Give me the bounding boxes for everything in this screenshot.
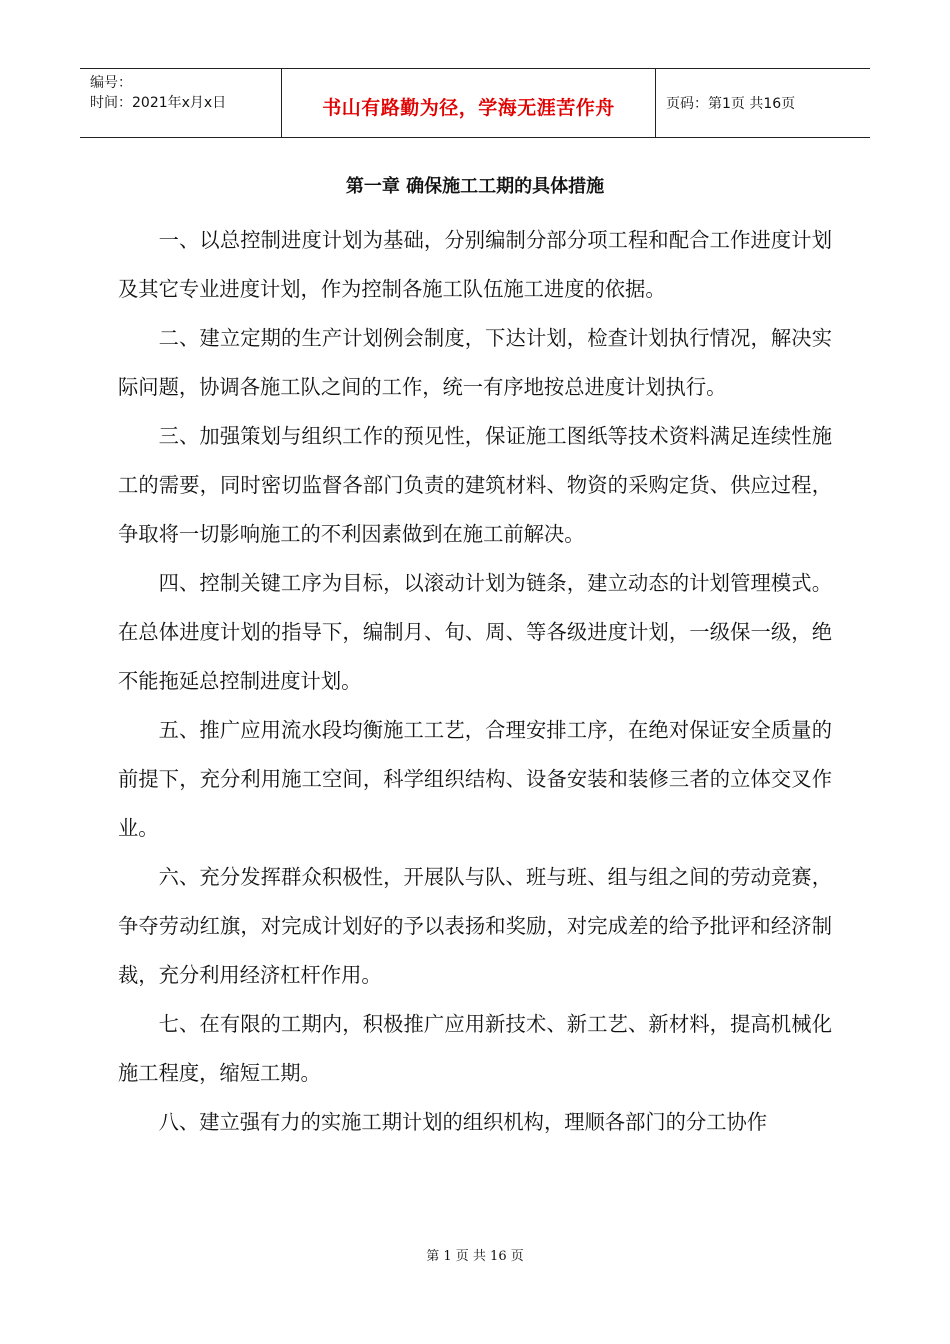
paragraph-1: 一、以总控制进度计划为基础，分别编制分部分项工程和配合工作进度计划及其它专业进度计划，作为控制各施工队伍施工进度的依据。 (118, 228, 832, 301)
paragraph-6: 六、充分发挥群众积极性，开展队与队、班与班、组与组之间的劳动竞赛，争夺劳动红旗，对完成计划好的予以表扬和奖励，对完成差的给予批评和经济制裁，充分利用经济杠杆作用。 (118, 865, 832, 987)
header-motto-cell (282, 69, 656, 137)
paragraph-8: 八、建立强有力的实施工期计划的组织机构，理顺各部门的分工协作 (158, 1110, 768, 1134)
chapter-title: 第一章 确保施工工期的具体措施 (345, 176, 605, 197)
paragraph-4: 四、控制关键工序为目标，以滚动计划为链条，建立动态的计划管理模式。在总体进度计划的指导下，编制月、旬、周、等各级进度计划，一级保一级，绝不能拖延总控制进度计划。 (118, 571, 832, 693)
header-meta (80, 69, 282, 137)
paragraph-7: 七、在有限的工期内，积极推广应用新技术、新工艺、新材料，提高机械化施工程度，缩短工期。 (118, 1012, 832, 1085)
paragraph-3: 三、加强策划与组织工作的预见性，保证施工图纸等技术资料满足连续性施工的需要，同时密切监督各部门负责的建筑材料、物资的采购定货、供应过程，争取将一切影响施工的不利因素做到在施工前解决。 (118, 424, 832, 546)
time-label: 时间：2021年x月x日 (90, 95, 227, 111)
document-body (118, 216, 832, 1147)
number-label: 编号： (90, 75, 132, 91)
page-footer: 第 1 页 共 16 页 (426, 1249, 524, 1264)
paragraph-5: 五、推广应用流水段均衡施工工艺，合理安排工序，在绝对保证安全质量的前提下，充分利用施工空间，科学组织结构、设备安装和装修三者的立体交叉作业。 (118, 718, 832, 840)
paragraph-2: 二、建立定期的生产计划例会制度，下达计划，检查计划执行情况，解决实际问题，协调各施工队之间的工作，统一有序地按总进度计划执行。 (118, 326, 832, 399)
document-header (80, 68, 870, 138)
header-page-info (656, 69, 870, 137)
page-info-text: 页码：第1页 共16页 (666, 96, 796, 112)
motto-text: 书山有路勤为径，学海无涯苦作舟 (322, 96, 615, 119)
